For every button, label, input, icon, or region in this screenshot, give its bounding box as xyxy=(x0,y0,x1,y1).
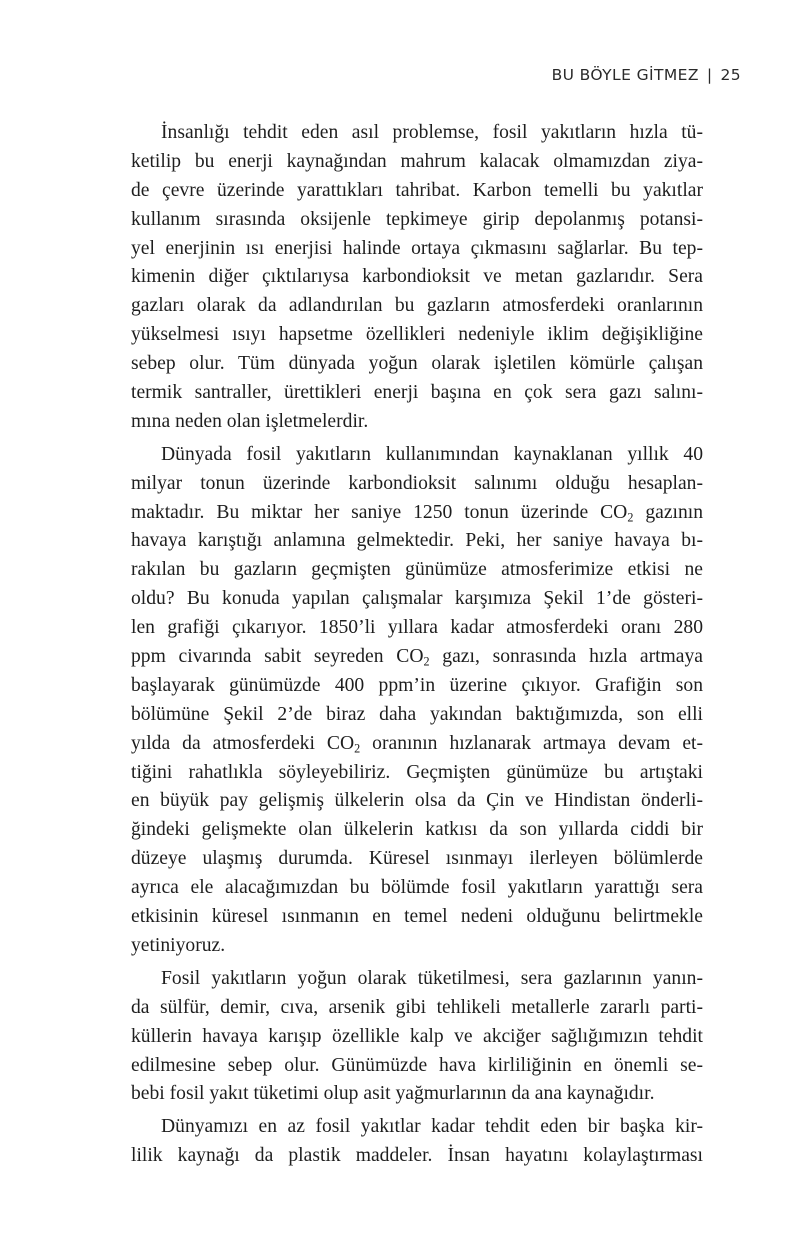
text-line: mına neden olan işletmelerdir. xyxy=(131,410,369,432)
text-line: edilmesine sebep olur. Günümüzde hava kirliliğinin en önemli se- xyxy=(131,1054,703,1076)
text-line: Dünyada fosil yakıtların kullanımından kaynaklanan yıllık 40 xyxy=(161,443,703,465)
text-line xyxy=(131,730,703,759)
text-segment: gazı, sonrasında hızla artmaya xyxy=(429,646,703,668)
subscript: 2 xyxy=(627,510,634,525)
text-line: da sülfür, demir, cıva, arsenik gibi tehlikeli metallerle zararlı parti- xyxy=(131,996,703,1018)
text-segment: gazının xyxy=(633,501,704,523)
text-line: sebep olur. Tüm dünyada yoğun olarak işletilen kömürle çalışan xyxy=(131,353,703,375)
running-header xyxy=(552,66,741,84)
text-line: yükselmesi ısıyı hapsetme özellikleri nedeniyle iklim değişikliğine xyxy=(131,324,703,346)
text-line: en büyük pay gelişmiş ülkelerin olsa da Çin ve Hindistan önderli- xyxy=(131,790,703,812)
text-line: başlayarak günümüzde 400 ppm’in üzerine çıkıyor. Grafiğin son xyxy=(131,674,703,696)
text-line xyxy=(131,643,703,672)
text-line: termik santraller, ürettikleri enerji başına en çok sera gazı salını- xyxy=(131,382,703,404)
text-line: lilik kaynağı da plastik maddeler. İnsan hayatını kolaylaştırması xyxy=(131,1145,703,1167)
text-line: ğindeki gelişmekte olan ülkelerin katkısı da son yıllarda ciddi bir xyxy=(131,819,703,841)
paragraph xyxy=(131,1113,703,1171)
text-line: kimenin diğer çıktılarıysa karbondioksit ve metan gazlarıdır. Sera xyxy=(131,266,703,288)
paragraph xyxy=(131,441,703,961)
text-segment: oranının hızlanarak artmaya devam et- xyxy=(360,732,703,754)
body-text xyxy=(131,119,703,1171)
text-line: havaya karıştığı anlamına gelmektedir. Peki, her saniye havaya bı- xyxy=(131,530,703,552)
text-line: etkisinin küresel ısınmanın en temel nedeni olduğunu belirtmekle xyxy=(131,906,703,928)
header-separator: | xyxy=(706,66,713,84)
text-line: Fosil yakıtların yoğun olarak tüketilmesi, sera gazlarının yanın- xyxy=(161,967,703,989)
text-line: yel enerjinin ısı enerjisi halinde ortaya çıkmasını sağlarlar. Bu tep- xyxy=(131,237,703,259)
text-line: de çevre üzerinde yarattıkları tahribat. Karbon temelli bu yakıtlar xyxy=(131,179,703,201)
text-line: tiğini rahatlıkla söyleyebiliriz. Geçmişten günümüze bu artıştaki xyxy=(131,761,703,783)
text-line: kullanım sırasında oksijenle tepkimeye girip depolanmış potansi- xyxy=(131,208,703,230)
text-line: yetiniyoruz. xyxy=(131,934,226,956)
paragraph xyxy=(131,119,703,437)
text-line: rakılan bu gazların geçmişten günümüze atmosferimize etkisi ne xyxy=(131,559,703,581)
running-title: BU BÖYLE GİTMEZ xyxy=(551,66,699,84)
text-line: gazları olarak da adlandırılan bu gazların atmosferdeki oranlarının xyxy=(131,295,703,317)
text-line: düzeye ulaşmış durumda. Küresel ısınmayı ilerleyen bölümlerde xyxy=(131,848,703,870)
text-line: küllerin havaya karışıp özellikle kalp ve akciğer sağlığımızın tehdit xyxy=(131,1025,703,1047)
text-line: ayrıca ele alacağımızdan bu bölümde fosil yakıtların yarattığı sera xyxy=(131,877,703,899)
subscript: 2 xyxy=(423,654,430,669)
text-line: bölümüne Şekil 2’de biraz daha yakından baktığımızda, son elli xyxy=(131,703,703,725)
text-segment: ppm civarında sabit seyreden CO xyxy=(131,646,424,668)
text-line: len grafiği çıkarıyor. 1850’li yıllara kadar atmosferdeki oranı 280 xyxy=(131,617,703,639)
page-number: 25 xyxy=(720,66,741,84)
text-line: oldu? Bu konuda yapılan çalışmalar karşımıza Şekil 1’de gösteri- xyxy=(131,588,703,610)
text-line: Dünyamızı en az fosil yakıtlar kadar tehdit eden bir başka kir- xyxy=(161,1116,703,1138)
text-line xyxy=(131,499,703,528)
text-line: milyar tonun üzerinde karbondioksit salınımı olduğu hesaplan- xyxy=(131,472,703,494)
text-line: ketilip bu enerji kaynağından mahrum kalacak olmamızdan ziya- xyxy=(131,150,703,172)
text-segment: yılda da atmosferdeki CO xyxy=(131,732,355,754)
text-line: İnsanlığı tehdit eden asıl problemse, fosil yakıtların hızla tü- xyxy=(161,122,703,143)
subscript: 2 xyxy=(354,741,361,756)
text-segment: maktadır. Bu miktar her saniye 1250 tonun üzerinde CO xyxy=(131,501,628,523)
text-line: bebi fosil yakıt tüketimi olup asit yağmurlarının da ana kaynağıdır. xyxy=(131,1083,655,1105)
paragraph xyxy=(131,965,703,1109)
